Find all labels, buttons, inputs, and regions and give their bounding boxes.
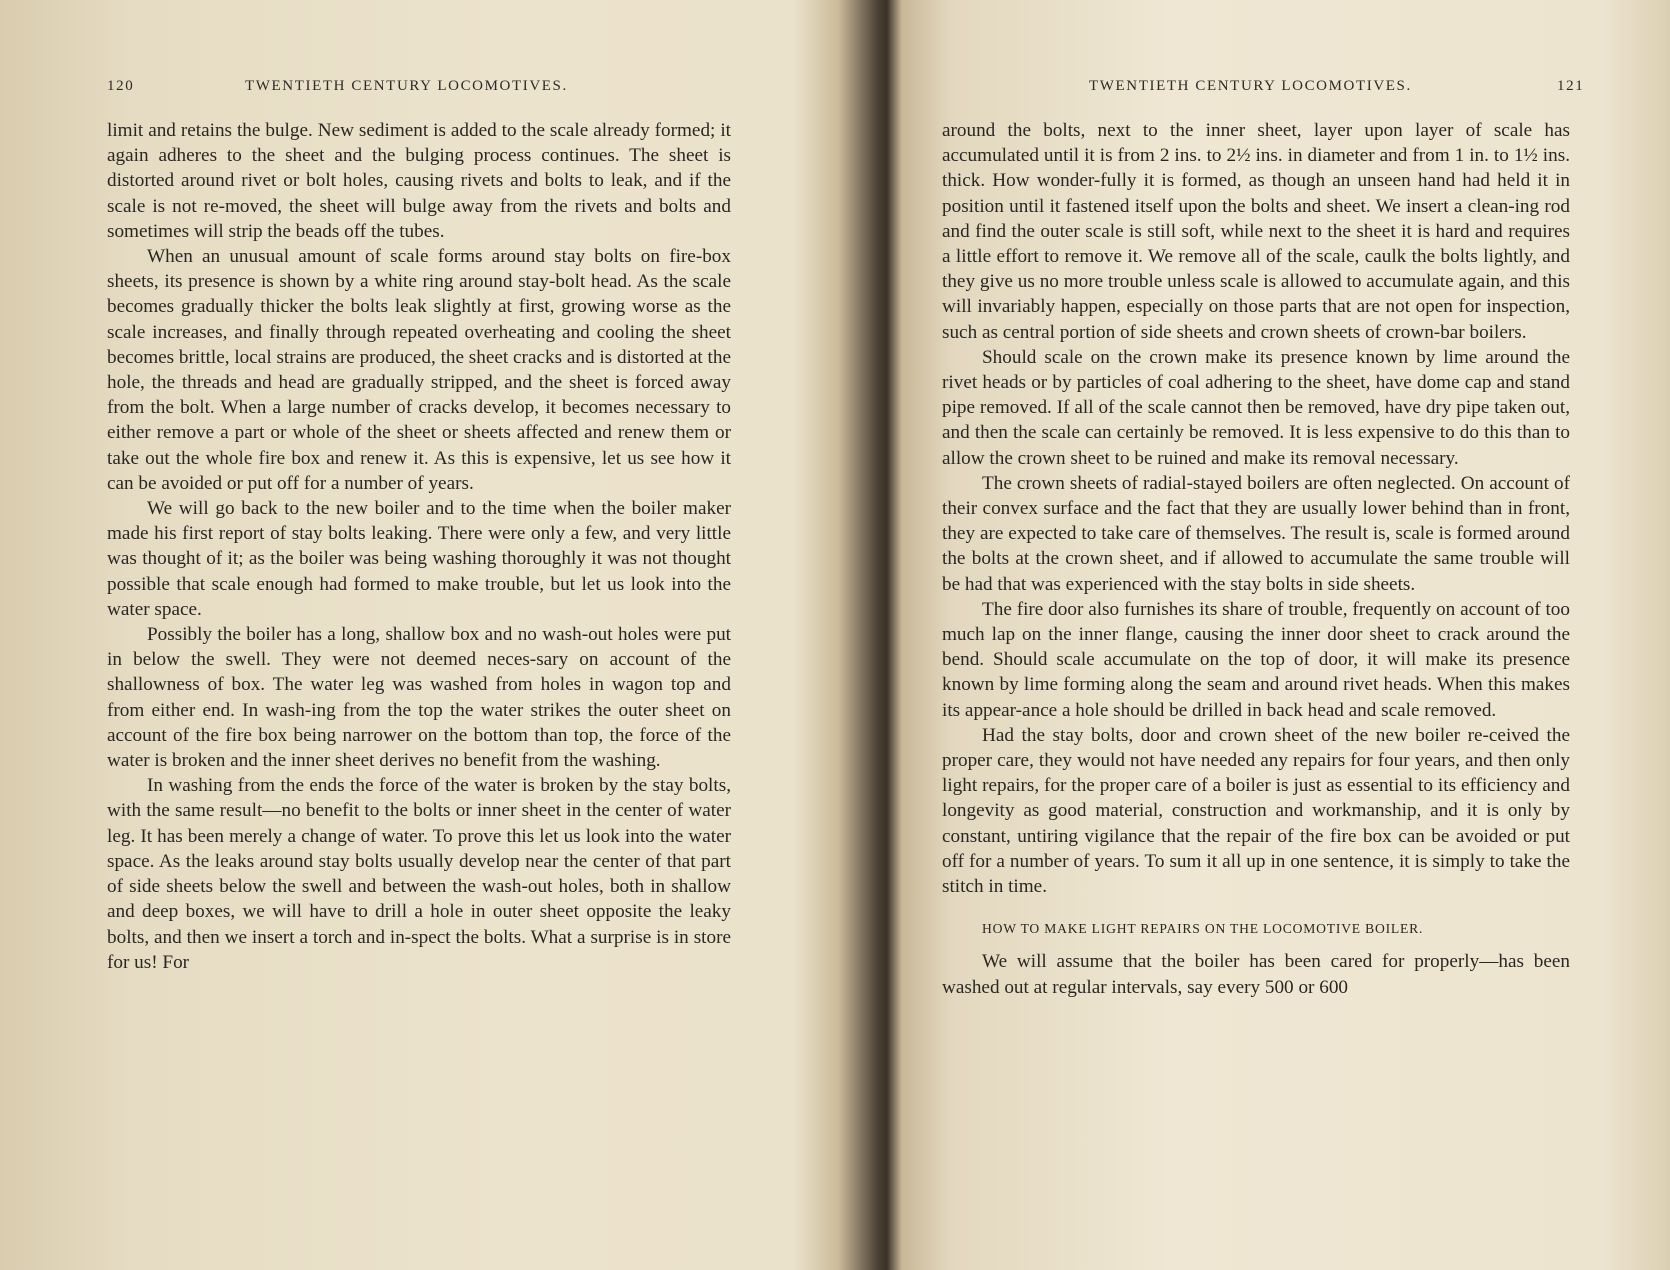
right-paragraph-5: Had the stay bolts, door and crown sheet of the new boiler re-ceived the proper care, they would not have needed any repairs for four years, and then only light repairs, for the proper care of a boiler is just as essential to its efficiency and longevity as good material, construction and workmanship, and it is only by constant, untiring vigilance that the repair of the fire box can be avoided or put off for a number of years. To sum it all up in one sentence, it is simply to take the stitch in time.	[942, 724, 1570, 898]
right-paragraph-3: The crown sheets of radial-stayed boilers are often neglected. On account of their convex surface and the fact that they are usually lower behind than in front, they are expected to take care of themselves. The result is, scale is formed around the bolts at the crown sheet, and if allowed to accumulate the same trouble will be had that was experienced with the stay bolts in side sheets.	[942, 472, 1570, 595]
left-page-body	[107, 118, 731, 975]
left-paragraph-5: In washing from the ends the force of the water is broken by the stay bolts, with the same result—no benefit to the bolts or inner sheet in the center of water leg. It has been merely a change of water. To prove this let us look into the water space. As the leaks around stay bolts usually develop near the center of that part of side sheets below the swell and between the wash-out holes, both in shallow and deep boxes, we will have to drill a hole in outer sheet opposite the leaky bolts, and then we insert a torch and in-spect the bolts. What a surprise is in store for us! For	[107, 775, 731, 973]
section-heading: HOW TO MAKE LIGHT REPAIRS ON THE LOCOMOTIVE BOILER.	[982, 921, 1424, 937]
right-final-paragraph: We will assume that the boiler has been cared for properly—has been washed out at regular intervals, say every 500 or 600	[942, 951, 1570, 998]
left-page	[0, 0, 825, 1270]
right-paragraph-2: Should scale on the crown make its presence known by lime around the rivet heads or by particles of coal adhering to the sheet, have dome cap and stand pipe removed. If all of the scale cannot then be removed, have dry pipe taken out, and then the scale can certainly be removed. It is less expensive to do this than to allow the crown sheet to be ruined and make its removal necessary.	[942, 346, 1570, 469]
right-paragraph-4: The fire door also furnishes its share of trouble, frequently on account of too much lap on the inner flange, causing the inner door sheet to crack around the bend. Should scale accumulate on the top of door, it will make its presence known by lime forming along the seam and around rivet heads. When this makes its appear-ance a hole should be drilled in back head and scale removed.	[942, 598, 1570, 721]
left-paragraph-4: Possibly the boiler has a long, shallow box and no wash-out holes were put in below the swell. They were not deemed neces-sary on account of the shallowness of box. The water leg was washed from holes in wagon top and from either end. In wash-ing from the top the water strikes the outer sheet on account of the fire box being narrower on the bottom than top, the force of the water is broken and the inner sheet derives no benefit from the washing.	[107, 624, 731, 772]
left-paragraph-1: limit and retains the bulge. New sediment is added to the scale already formed; it again adheres to the sheet and the bulging process continues. The sheet is distorted around rivet or bolt holes, causing rivets and bolts to leak, and if the scale is not re-moved, the sheet will bulge away from the rivets and bolts and sometimes will strip the beads off the tubes.	[107, 120, 731, 242]
right-page	[845, 0, 1670, 1270]
right-paragraph-1: around the bolts, next to the inner sheet, layer upon layer of scale has accumulated until it is from 2 ins. to 2½ ins. in diameter and from 1 in. to 1½ ins. thick. How wonder-fully it is formed, as though an unseen hand had held it in position until it fastened itself upon the bolts and sheet. We insert a clean-ing rod and find the outer scale is still soft, while next to the sheet it is hard and requires a little effort to remove it. We remove all of the scale, caulk the bolts lightly, and they give us no more trouble unless scale is allowed to accumulate again, and this will invariably happen, especially on those parts that are not open for inspection, such as central portion of side sheets and crown sheets of crown-bar boilers.	[942, 120, 1570, 343]
left-page-number: 120	[107, 78, 135, 94]
right-page-number: 121	[1557, 78, 1585, 94]
right-running-title: TWENTIETH CENTURY LOCOMOTIVES.	[1089, 78, 1412, 94]
left-paragraph-3: We will go back to the new boiler and to the time when the boiler maker made his first report of stay bolts leaking. There were only a few, and very little was thought of it; as the boiler was being washing thoroughly it was not thought possible that scale enough had formed to make trouble, but let us look into the water space.	[107, 498, 731, 620]
right-page-body	[942, 118, 1570, 1000]
left-running-title: TWENTIETH CENTURY LOCOMOTIVES.	[245, 78, 568, 94]
left-paragraph-2: When an unusual amount of scale forms around stay bolts on fire-box sheets, its presence is shown by a white ring around stay-bolt head. As the scale becomes gradually thicker the bolts leak slightly at first, growing worse as the scale increases, and finally through repeated overheating and cooling the sheet becomes brittle, local strains are produced, the sheet cracks and is distorted at the hole, the threads and head are gradually stripped, and the sheet is forced away from the bolt. When a large number of cracks develop, it becomes necessary to either remove a part or whole of the sheet or sheets affected and renew them or take out the whole fire box and renew it. As this is expensive, let us see how it can be avoided or put off for a number of years.	[107, 246, 731, 494]
